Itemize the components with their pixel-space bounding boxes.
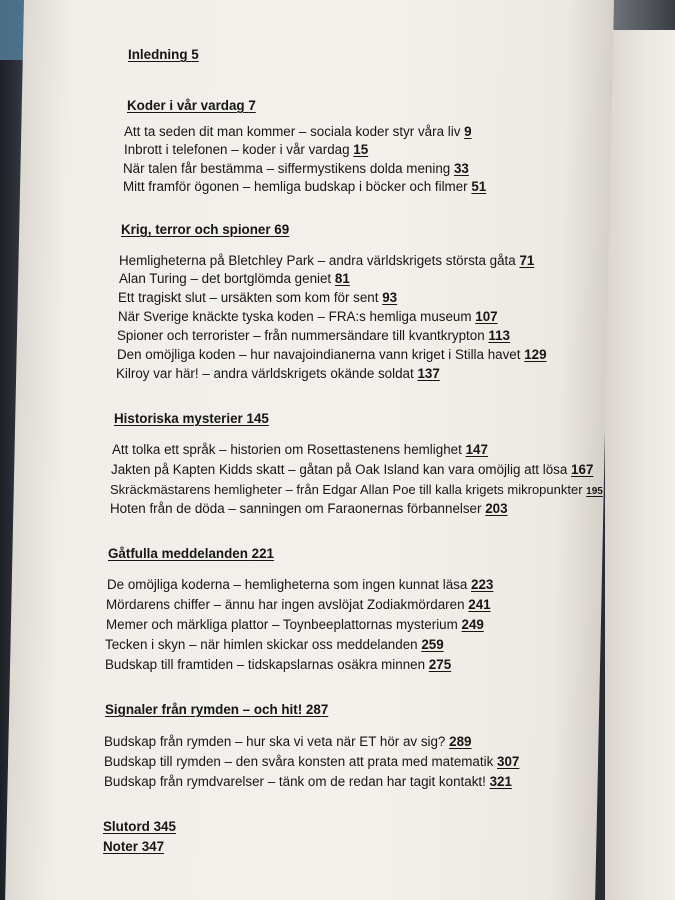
toc-entry: Spioner och terrorister – från nummersändare till kvantkrypton 113 [117, 328, 511, 343]
toc-entry: Budskap till framtiden – tidskapslarnas osäkra minnen 275 [105, 657, 452, 672]
toc-entry: Budskap från rymden – hur ska vi veta när ET hör av sig? 289 [104, 734, 472, 749]
toc-entry: Mitt framför ögonen – hemliga budskap i böcker och filmer 51 [123, 179, 487, 194]
toc-entry: Den omöjliga koden – hur navajoindianerna vann kriget i Stilla havet 129 [117, 347, 547, 362]
toc-heading-section: Signaler från rymden – och hit! 287 [105, 702, 329, 717]
toc-entry: Budskap till rymden – den svåra konsten att prata med matematik 307 [104, 754, 520, 769]
toc-entry: Kilroy var här! – andra världskrigets okände soldat 137 [116, 366, 440, 381]
toc-heading-section: Krig, terror och spioner 69 [121, 222, 290, 237]
toc-entry: Att tolka ett språk – historien om Rosettastenens hemlighet 147 [112, 442, 488, 457]
toc-entry: Mördarens chiffer – ännu har ingen avslöjat Zodiakmördaren 241 [106, 597, 491, 612]
toc-heading-section: Gåtfulla meddelanden 221 [108, 546, 274, 561]
toc-entry: Budskap från rymdvarelser – tänk om de redan har tagit kontakt! 321 [104, 774, 512, 789]
toc-entry: Alan Turing – det bortglömda geniet 81 [119, 271, 350, 286]
toc-entry: Skräckmästarens hemligheter – från Edgar Allan Poe till kalla krigets mikropunkter 195 [110, 482, 603, 497]
toc-entry: När Sverige knäckte tyska koden – FRA:s hemliga museum 107 [118, 309, 498, 324]
toc-entry: De omöjliga koderna – hemligheterna som ingen kunnat läsa 223 [107, 577, 494, 592]
toc-entry: Hoten från de döda – sanningen om Faraonernas förbannelser 203 [110, 501, 508, 516]
toc-heading-intro: Inledning 5 [128, 47, 199, 62]
toc-entry: Att ta seden dit man kommer – sociala koder styr våra liv 9 [124, 124, 472, 139]
toc-entry: Memer och märkliga plattor – Toynbeeplattornas mysterium 249 [106, 617, 484, 632]
toc-heading-section: Historiska mysterier 145 [114, 411, 269, 426]
toc-entry: Jakten på Kapten Kidds skatt – gåtan på Oak Island kan vara omöjlig att lösa 167 [111, 462, 594, 477]
toc-entry: Ett tragiskt slut – ursäkten som kom för sent 93 [118, 290, 398, 305]
toc-entry: Inbrott i telefonen – koder i vår vardag 15 [124, 142, 369, 157]
toc-entry: När talen får bestämma – siffermystikens dolda mening 33 [123, 161, 469, 176]
toc-heading-closing: Slutord 345 [103, 819, 176, 834]
toc-entry: Hemligheterna på Bletchley Park – andra världskrigets största gåta 71 [119, 253, 535, 268]
toc-heading-section: Koder i vår vardag 7 [127, 98, 256, 113]
toc-entry: Tecken i skyn – när himlen skickar oss meddelanden 259 [105, 637, 444, 652]
toc-heading-closing: Noter 347 [103, 839, 165, 854]
